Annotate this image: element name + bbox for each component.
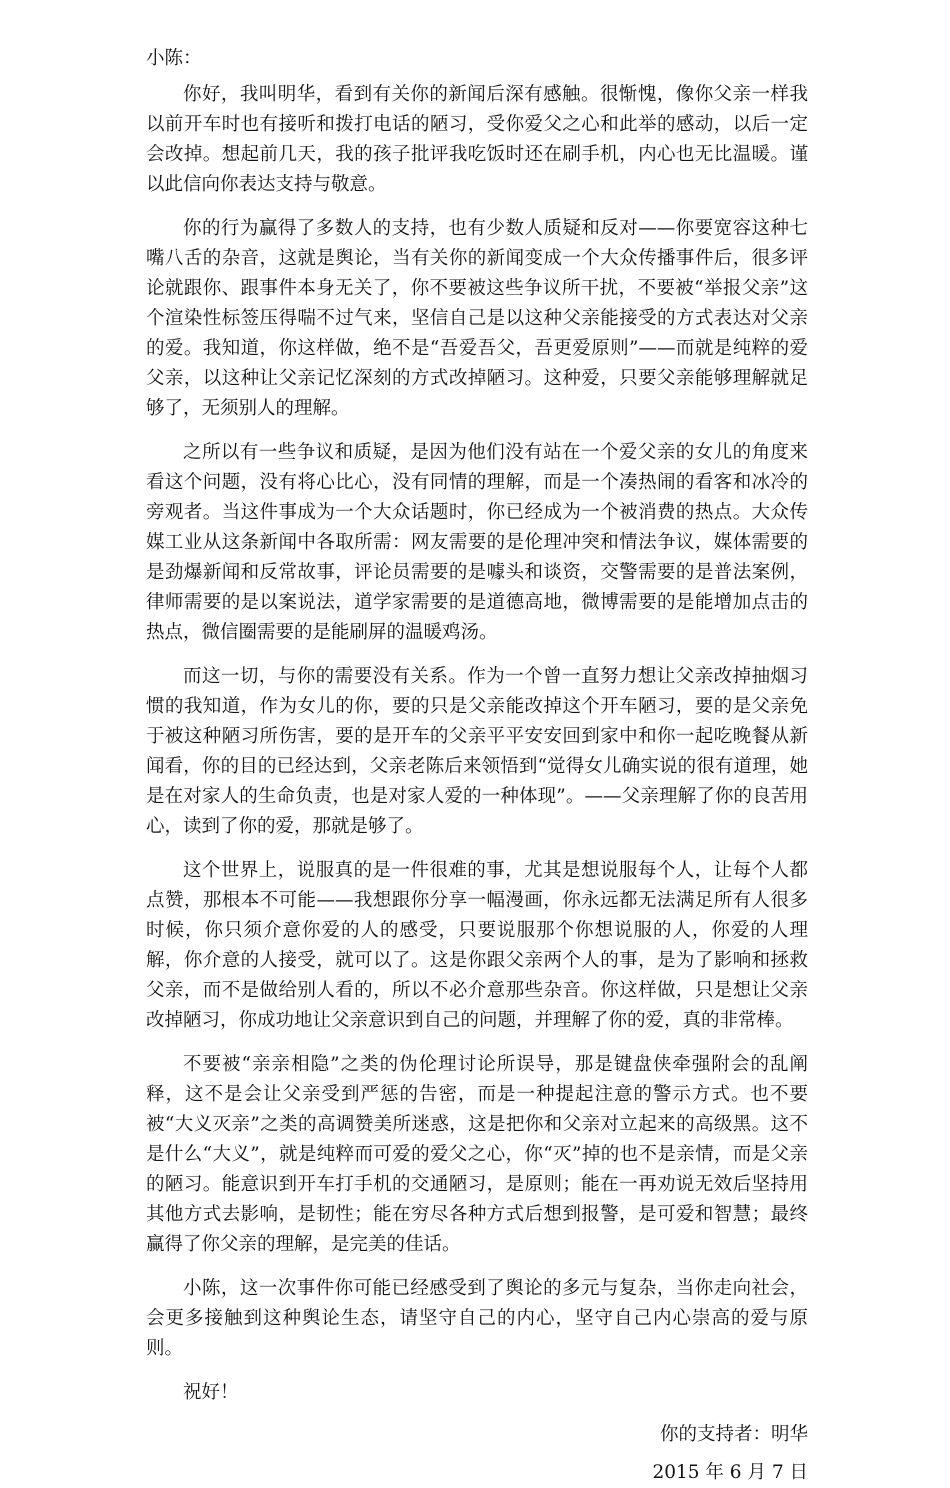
letter-page [146,44,808,1488]
letter-date: 2015 年 6 月 7 日 [652,1462,808,1483]
letter-paragraph: 你好，我叫明华，看到有关你的新闻后深有感触。很惭愧，像你父亲一样我以前开车时也有接听和拨打电话的陋习，受你爱父之心和此举的感动，以后一定会改掉。想起前几天，我的孩子批评我吃饭时还在刷手机，内心也无比温暖。谨以此信向你表达支持与敬意。 [146,84,808,195]
letter-salutation: 小陈： [146,48,202,69]
letter-paragraph: 小陈，这一次事件你可能已经感受到了舆论的多元与复杂，当你走向社会，会更多接触到这种舆论生态，请坚守自己的内心，坚守自己内心崇高的爱与原则。 [146,1278,808,1359]
letter-paragraph: 你的行为赢得了多数人的支持，也有少数人质疑和反对——你要宽容这种七嘴八舌的杂音，这就是舆论，当有关你的新闻变成一个大众传播事件后，很多评论就跟你、跟事件本身无关了，你不要被这些争议所干扰，不要被“举报父亲”这个渲染性标签压得喘不过气来，坚信自己是以这种父亲能接受的方式表达对父亲的爱。我知道，你这样做，绝不是“吾爱吾父，吾更爱原则”——而就是纯粹的爱父亲，以这种让父亲记忆深刻的方式改掉陋习。这种爱，只要父亲能够理解就足够了，无须别人的理解。 [146,218,808,419]
letter-closing: 祝好！ [183,1382,239,1403]
letter-paragraph: 不要被“亲亲相隐”之类的伪伦理讨论所误导，那是键盘侠牵强附会的乱阐释，这不是会让父亲受到严惩的告密，而是一种提起注意的警示方式。也不要被“大义灭亲”之类的高调赞美所迷惑，这是把你和父亲对立起来的高级黑。这不是什么“大义”，就是纯粹而可爱的爱父之心，你“灭”掉的也不是亲情，而是父亲的陋习。能意识到开车打手机的交通陋习，是原则；能在一再劝说无效后坚持用其他方式去影响，是韧性；能在穷尽各种方式后想到报警，是可爱和智慧；最终赢得了你父亲的理解，是完美的佳话。 [146,1054,808,1255]
letter-paragraph: 这个世界上，说服真的是一件很难的事，尤其是想说服每个人，让每个人都点赞，那根本不可能——我想跟你分享一幅漫画，你永远都无法满足所有人很多时候，你只须介意你爱的人的感受，只要说服那个你想说服的人，你爱的人理解，你介意的人接受，就可以了。这是你跟父亲两个人的事，是为了影响和拯救父亲，而不是做给别人看的，所以不必介意那些杂音。你这样做，只是想让父亲改掉陋习，你成功地让父亲意识到自己的问题，并理解了你的爱，真的非常棒。 [146,860,808,1031]
letter-signature: 你的支持者：明华 [659,1424,808,1445]
letter-paragraph: 之所以有一些争议和质疑，是因为他们没有站在一个爱父亲的女儿的角度来看这个问题，没有将心比心，没有同情的理解，而是一个凑热闹的看客和冰冷的旁观者。当这件事成为一个大众话题时，你已经成为一个被消费的热点。大众传媒工业从这条新闻中各取所需：网友需要的是伦理冲突和情法争议，媒体需要的是劲爆新闻和反常故事，评论员需要的是噱头和谈资，交警需要的是普法案例，律师需要的是以案说法，道学家需要的是道德高地，微博需要的是能增加点击的热点，微信圈需要的是能刷屏的温暖鸡汤。 [146,442,808,643]
letter-paragraph: 而这一切，与你的需要没有关系。作为一个曾一直努力想让父亲改掉抽烟习惯的我知道，作为女儿的你，要的只是父亲能改掉这个开车陋习，要的是父亲免于被这种陋习所伤害，要的是开车的父亲平平安安回到家中和你一起吃晚餐从新闻看，你的目的已经达到，父亲老陈后来领悟到“觉得女儿确实说的很有道理，她是在对家人的生命负责，也是对家人爱的一种体现”。——父亲理解了你的良苦用心，读到了你的爱，那就是够了。 [146,666,808,837]
